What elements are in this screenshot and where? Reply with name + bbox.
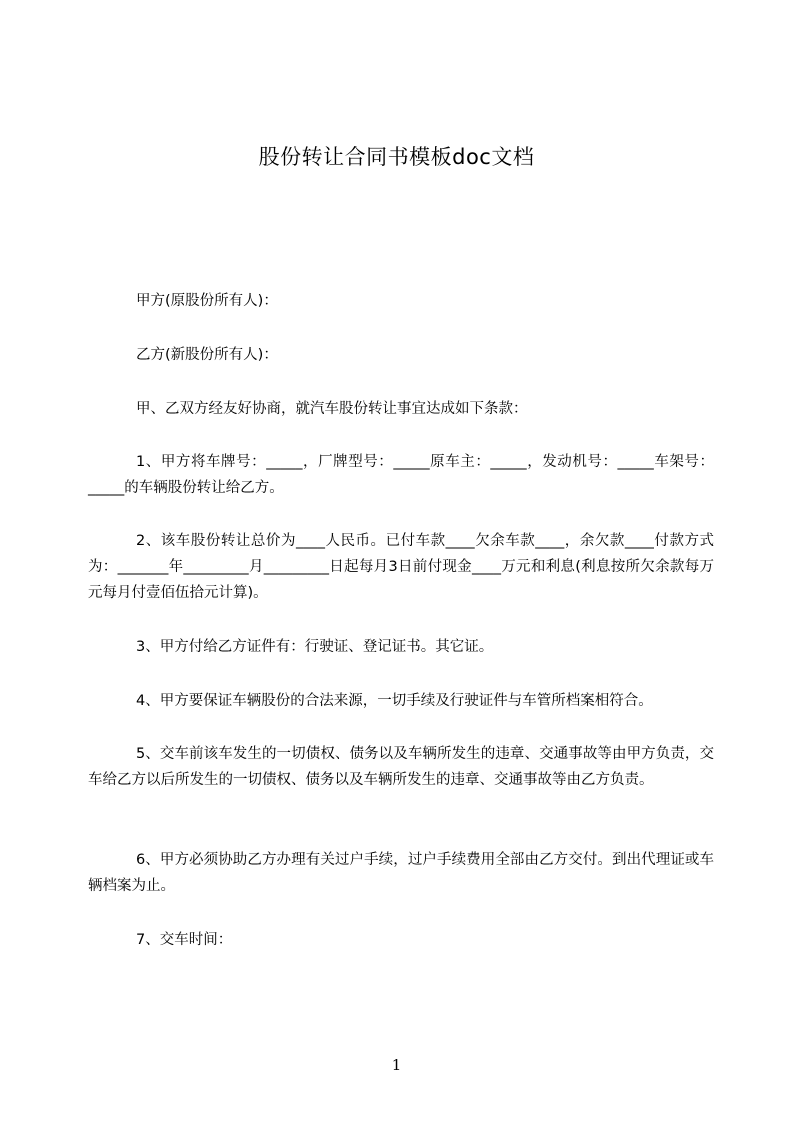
document-title: 股份转让合同书模板doc文档 [258, 145, 535, 169]
clause-2: 2、该车股份转让总价为____人民币。已付车款____欠余车款____，余欠款____付款方式为：_______年_________月_________日起每月3日前付现金____万元和利息(利息按所欠余款每万元每月付壹佰伍拾元计算)。 [88, 533, 714, 601]
page-number: 1 [391, 1056, 402, 1074]
paragraph-intro: 甲、乙双方经友好协商，就汽车股份转让事宜达成如下条款： [136, 401, 528, 417]
clause-3: 3、甲方付给乙方证件有：行驶证、登记证书。其它证。 [136, 639, 494, 655]
clause-5: 5、交车前该车发生的一切债权、债务以及车辆所发生的违章、交通事故等由甲方负责，交车给乙方以后所发生的一切债权、债务以及车辆所发生的违章、交通事故等由乙方负责。 [88, 746, 714, 788]
clause-4: 4、甲方要保证车辆股份的合法来源，一切手续及行驶证件与车管所档案相符合。 [136, 693, 653, 709]
clause-6: 6、甲方必须协助乙方办理有关过户手续，过户手续费用全部由乙方交付。到出代理证或车辆档案为止。 [88, 852, 714, 894]
clause-7: 7、交车时间： [136, 932, 233, 948]
paragraph-party-a: 甲方(原股份所有人)： [136, 293, 278, 309]
clause-1: 1、甲方将车牌号：_____，厂牌型号：_____原车主：_____，发动机号：_____车架号：_____的车辆股份转让给乙方。 [88, 454, 714, 496]
paragraph-party-b: 乙方(新股份所有人)： [136, 347, 278, 363]
